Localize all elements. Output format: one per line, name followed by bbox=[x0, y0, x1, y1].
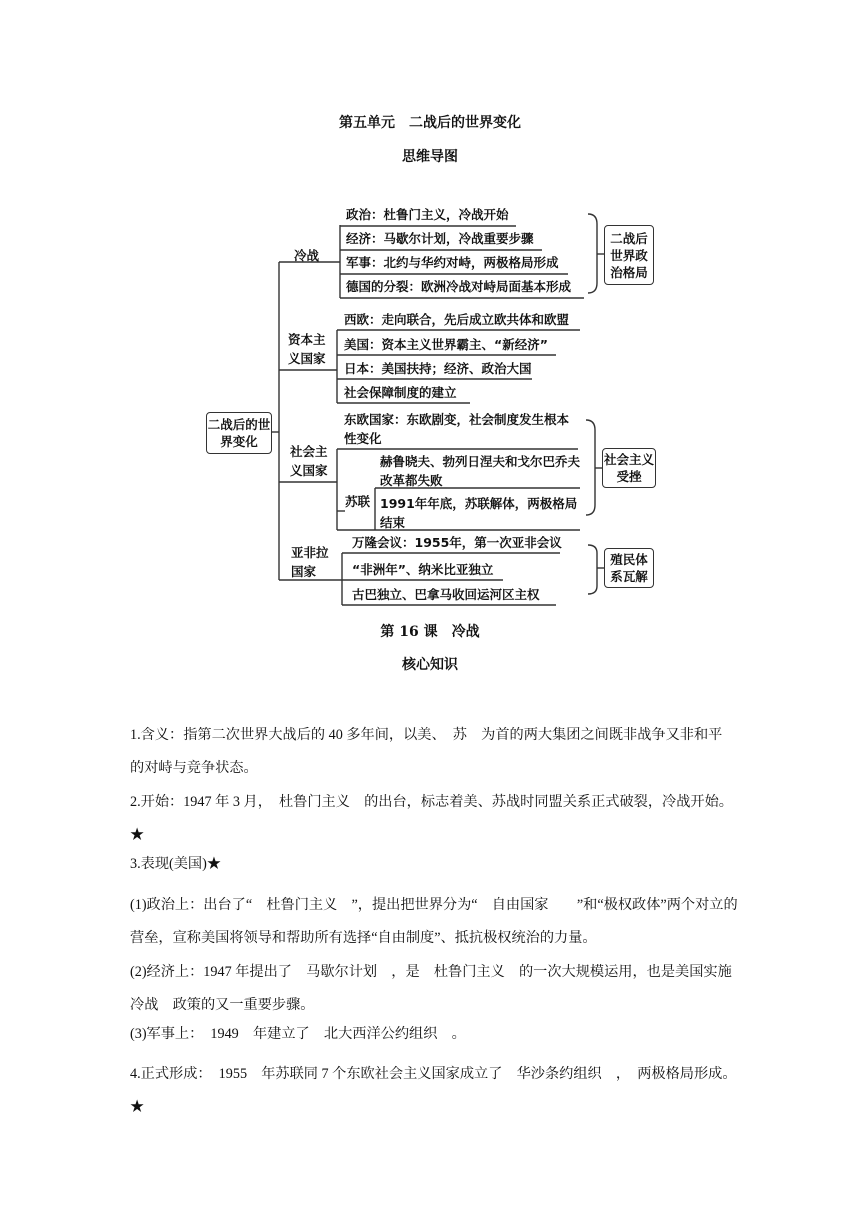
paragraph-definition: 1.含义：指第二次世界大战后的 40 多年间，以美、 苏 为首的两大集团之间既非战争又非和平 的对峙与竞争状态。 bbox=[130, 727, 737, 776]
capitalist-item: 日本：美国扶持；经济、政治大国 bbox=[344, 361, 532, 376]
branch-cold-war: 冷战 bbox=[294, 248, 320, 263]
side-box-political-pattern: 二战后世界政治格局 bbox=[604, 225, 654, 285]
cold-war-item: 政治：杜鲁门主义，冷战开始 bbox=[346, 207, 509, 222]
capitalist-item: 美国：资本主义世界霸主、“新经济” bbox=[344, 337, 548, 352]
cold-war-item: 军事：北约与华约对峙，两极格局形成 bbox=[346, 255, 559, 270]
ussr-item: 赫鲁晓夫、勃列日涅夫和戈尔巴乔夫改革都失败 bbox=[380, 454, 581, 488]
side-box-socialism-setback: 社会主义受挫 bbox=[602, 448, 656, 488]
unit-title: 第五单元 二战后的世界变化 bbox=[339, 115, 521, 131]
ussr-label: 苏联 bbox=[345, 494, 371, 509]
cold-war-item: 经济：马歇尔计划，冷战重要步骤 bbox=[346, 231, 534, 246]
mindmap-root: 二战后的世界变化 bbox=[206, 412, 272, 454]
lesson-title: 第 16 课 冷战 bbox=[380, 624, 480, 640]
branch-socialist: 社会主义国家 bbox=[290, 444, 328, 478]
side-box-colonial-collapse: 殖民体系瓦解 bbox=[604, 548, 654, 588]
paragraph-political: (1)政治上：出台了“ 杜鲁门主义 ”，提出把世界分为“ 自由国家 ”和“极权政体”两个对立的营垒，宣称美国将领导和帮助所有选择“自由制度”、抵抗极权统治的力量。 bbox=[130, 897, 738, 946]
afro-asian-item: 古巴独立、巴拿马收回运河区主权 bbox=[352, 587, 540, 602]
afro-asian-item: 万隆会议：1955年，第一次亚非会议 bbox=[352, 535, 562, 550]
mindmap-heading: 思维导图 bbox=[402, 149, 458, 165]
capitalist-item: 西欧：走向联合，先后成立欧共体和欧盟 bbox=[344, 312, 570, 327]
paragraph-start: 2.开始：1947 年 3 月， 杜鲁门主义 的出台，标志着美、苏战时同盟关系正式破裂，冷战开始。★ bbox=[130, 794, 733, 843]
core-heading: 核心知识 bbox=[402, 657, 458, 673]
east-europe-item: 东欧国家：东欧剧变，社会制度发生根本性变化 bbox=[344, 412, 570, 446]
paragraph-manifestation: 3.表现(美国)★ bbox=[130, 856, 222, 872]
paragraph-formation: 4.正式形成： 1955 年苏联同 7 个东欧社会主义国家成立了 华沙条约组织 ， 两极格局形成。★ bbox=[130, 1066, 737, 1115]
ussr-item: 1991年年底，苏联解体，两极格局结束 bbox=[380, 496, 578, 530]
cold-war-item: 德国的分裂：欧洲冷战对峙局面基本形成 bbox=[346, 279, 572, 294]
paragraph-military: (3)军事上： 1949 年建立了 北大西洋公约组织 。 bbox=[130, 1026, 466, 1042]
branch-afro-asian: 亚非拉国家 bbox=[291, 545, 329, 579]
afro-asian-item: “非洲年”、纳米比亚独立 bbox=[352, 562, 494, 577]
branch-capitalist: 资本主义国家 bbox=[288, 332, 326, 366]
capitalist-item: 社会保障制度的建立 bbox=[344, 385, 457, 400]
paragraph-economic: (2)经济上：1947 年提出了 马歇尔计划 ，是 杜鲁门主义 的一次大规模运用，也是美国实施 冷战 政策的又一重要步骤。 bbox=[130, 964, 746, 1013]
